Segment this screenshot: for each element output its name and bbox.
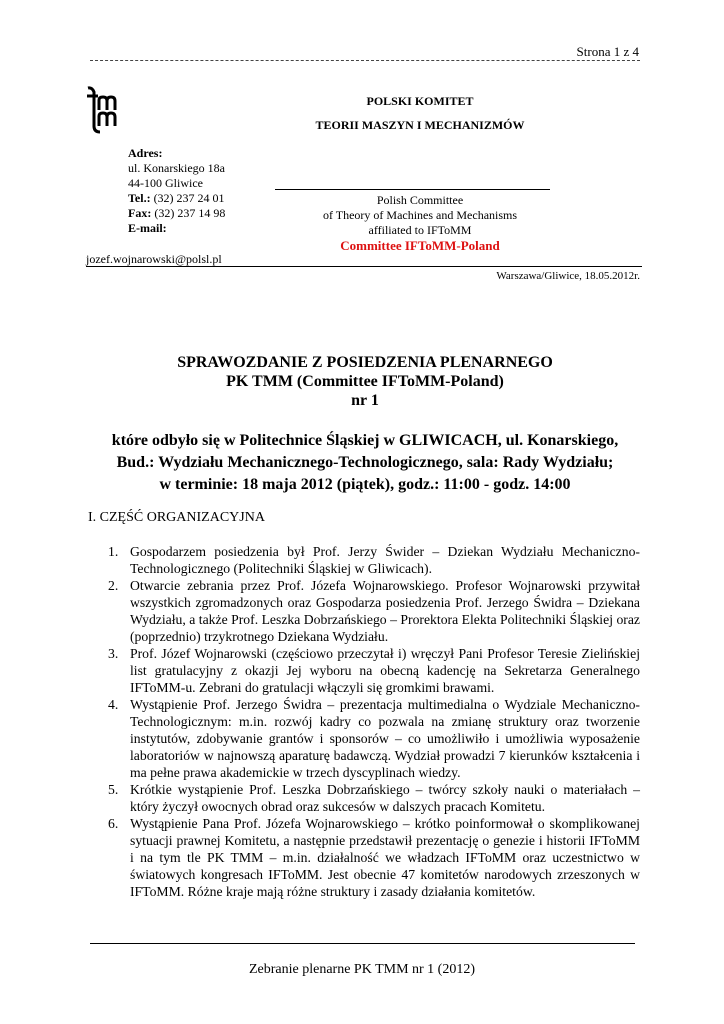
item-text: Wystąpienie Prof. Jerzego Świdra – prezentacja multimedialna o Wydziale Mechaniczno-Technologicznym: m.in. rozwój kadry co pozwala na zmianę struktury oraz tworzenie instytutów, zdobywanie grantów i sponsorów – co umożliwiło i umożliwia wyposażenie laboratoriów w najnowszą aparaturę badawczą. Wydział prowadzi 7 kierunków kształcenia i ma pełne prawa akademickie w trzech dyscyplinach wiedzy. bbox=[130, 697, 640, 780]
item-number: 1. bbox=[108, 544, 119, 559]
document-date: Warszawa/Gliwice, 18.05.2012r. bbox=[496, 270, 640, 282]
item-text: Gospodarzem posiedzenia był Prof. Jerzy Świder – Dziekan Wydziału Mechaniczno-Technologicznego (Politechniki Śląskiej w Gliwicach). bbox=[130, 544, 640, 576]
committee-name-red: Committee IFToMM-Poland bbox=[340, 238, 500, 253]
address-city: 44-100 Gliwice bbox=[128, 176, 203, 190]
item-number: 4. bbox=[108, 697, 119, 712]
title-line3: nr 1 bbox=[351, 392, 379, 409]
list-item bbox=[108, 543, 640, 577]
subtitle-line3: w terminie: 18 maja 2012 (piątek), godz.: 11:00 - godz. 14:00 bbox=[159, 476, 571, 493]
list-item bbox=[108, 696, 640, 781]
item-text: Prof. Józef Wojnarowski (częściowo przeczytał i) wręczył Pani Profesor Teresie Zielińskiej list gratulacyjny z okazji Jej wyboru na obecną kadencję na Sekretarza Generalnego IFToMM-u. Zebrani do gratulacji włączyli się gromkimi brawami. bbox=[130, 646, 640, 695]
pc-line1: Polish Committee bbox=[376, 193, 464, 207]
list-item bbox=[108, 645, 640, 696]
org-title-line2: TEORII MASZYN I MECHANIZMÓW bbox=[315, 118, 525, 132]
section-title: I. CZĘŚĆ ORGANIZACYJNA bbox=[88, 510, 265, 525]
list-item bbox=[108, 781, 640, 815]
item-number: 2. bbox=[108, 578, 119, 593]
header-bottom-divider bbox=[86, 266, 642, 267]
org-title-line1: POLSKI KOMITET bbox=[366, 94, 474, 108]
page-number: Strona 1 z 4 bbox=[576, 44, 639, 59]
subtitle-line2: Bud.: Wydziału Mechanicznego-Technologicznego, sala: Rady Wydziału; bbox=[116, 454, 614, 471]
header-dashed-divider bbox=[90, 60, 640, 61]
page-footer: Zebranie plenarne PK TMM nr 1 (2012) bbox=[248, 962, 476, 977]
list-item bbox=[108, 577, 640, 645]
item-text: Krótkie wystąpienie Prof. Leszka Dobrzańskiego – twórcy szkoły nauki o materiałach – który życzył owocnych obrad oraz sukcesów w dalszych pracach Komitetu. bbox=[130, 782, 640, 814]
english-committee-block bbox=[300, 193, 540, 253]
list-item bbox=[108, 815, 640, 900]
title-line1: SPRAWOZDANIE Z POSIEDZENIA PLENARNEGO bbox=[177, 354, 553, 371]
committee-divider bbox=[275, 189, 550, 190]
email-link[interactable]: jozef.wojnarowski@polsl.pl bbox=[86, 252, 222, 266]
fax-value: (32) 237 14 98 bbox=[154, 206, 226, 220]
meeting-location bbox=[70, 430, 660, 496]
fax-line bbox=[128, 206, 225, 221]
address-block bbox=[128, 146, 225, 236]
address-street: ul. Konarskiego 18a bbox=[128, 161, 225, 175]
committee-logo bbox=[86, 86, 126, 134]
item-text: Otwarcie zebrania przez Prof. Józefa Wojnarowskiego. Profesor Wojnarowski przywitał wszystkich zgromadzonych oraz Gospodarza posiedzenia Prof. Jerzego Świdra – Dziekana Wydziału, a także Prof. Leszka Dobrzańskiego – Prorektora Elekta Politechniki Śląskiej oraz (poprzednio) trzykrotnego Dziekana Wydziału. bbox=[130, 578, 640, 644]
pc-line2: of Theory of Machines and Mechanisms bbox=[322, 208, 518, 222]
email-label: E-mail: bbox=[128, 221, 167, 235]
subtitle-line1: które odbyło się w Politechnice Śląskiej w GLIWICACH, ul. Konarskiego, bbox=[111, 432, 619, 449]
tel-value: (32) 237 24 01 bbox=[153, 191, 225, 205]
tel-line bbox=[128, 191, 225, 206]
fax-label: Fax: bbox=[128, 206, 152, 220]
agenda-list bbox=[108, 543, 640, 900]
report-title bbox=[70, 353, 660, 410]
pc-line3: affiliated to IFToMM bbox=[368, 223, 472, 237]
item-number: 5. bbox=[108, 782, 119, 797]
address-label: Adres: bbox=[128, 146, 163, 160]
title-line2: PK TMM (Committee IFToMM-Poland) bbox=[226, 373, 504, 390]
item-number: 6. bbox=[108, 816, 119, 831]
tel-label: Tel.: bbox=[128, 191, 151, 205]
footer-divider bbox=[90, 943, 635, 944]
item-text: Wystąpienie Pana Prof. Józefa Wojnarowskiego – krótko poinformował o skomplikowanej sytuacji prawnej Komitetu, a następnie przedstawił prezentację o genezie i historii IFToMM i na tym tle PK TMM – m.in. działalność we władzach IFToMM oraz uczestnictwo w światowych kongresach IFToMM. Jest obecnie 47 komitetów narodowych zrzeszonych w IFToMM. Różne kraje mają różne struktury i zasady działania komitetów. bbox=[130, 816, 640, 899]
item-number: 3. bbox=[108, 646, 119, 661]
